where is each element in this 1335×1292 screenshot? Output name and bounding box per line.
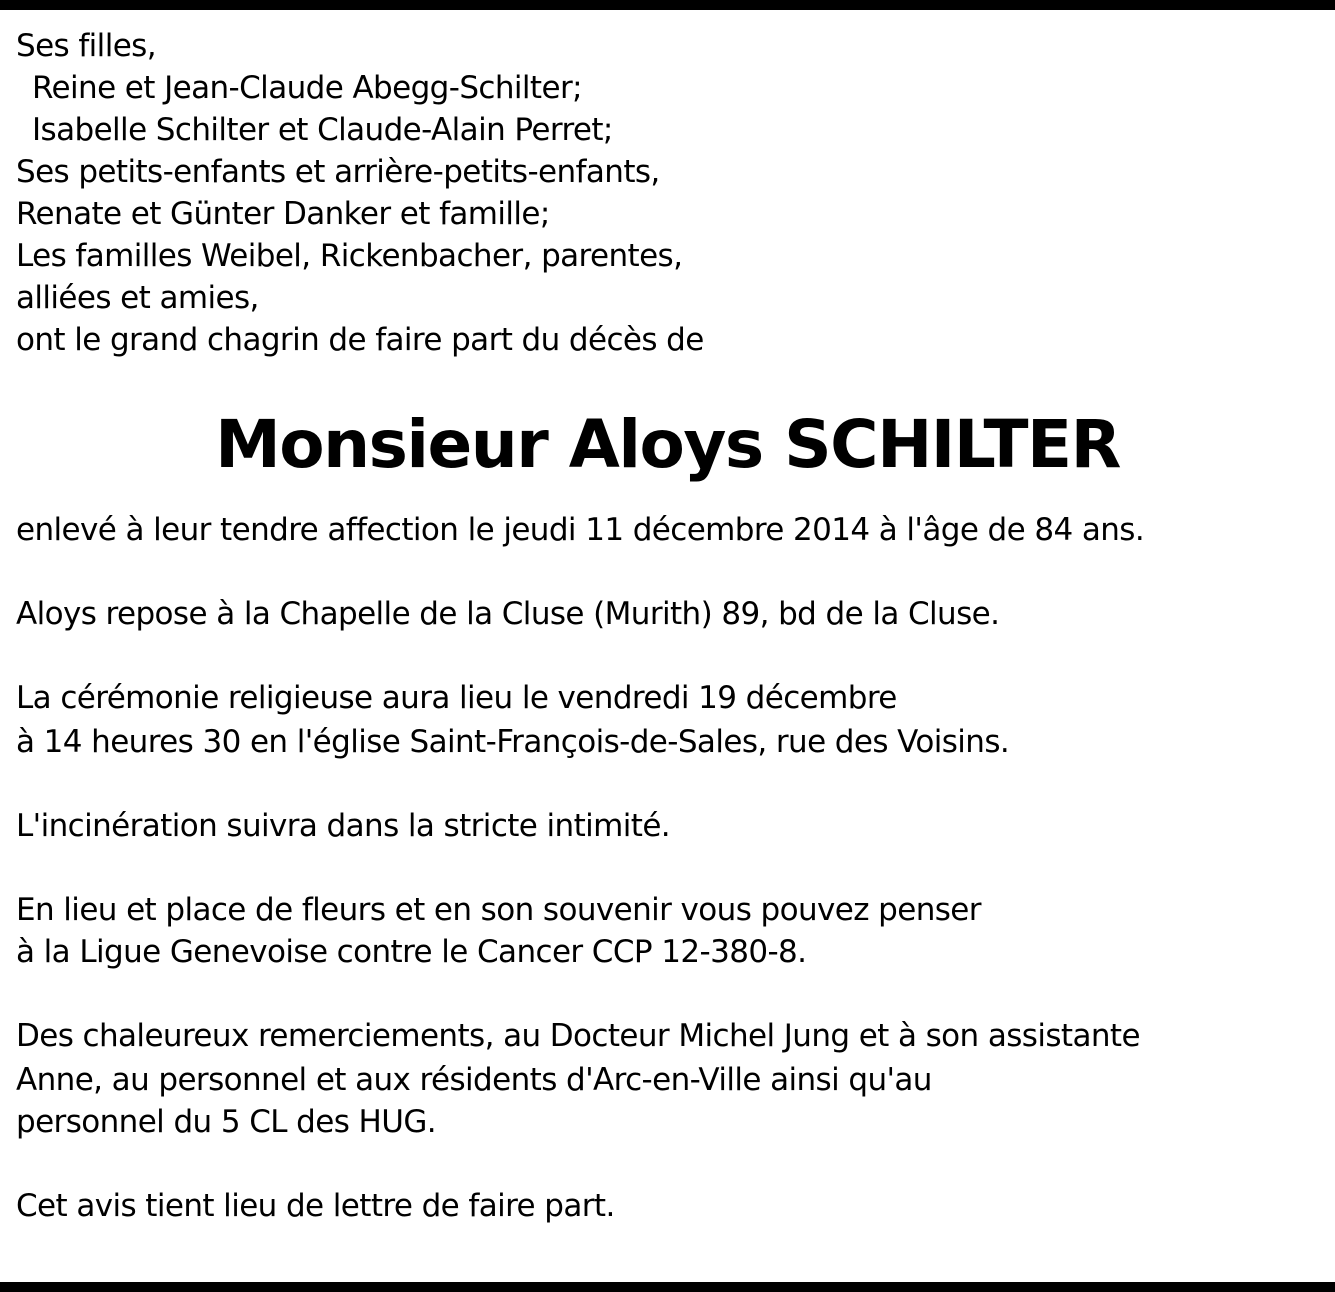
intro-line-announcement: ont le grand chagrin de faire part du décès de (16, 322, 704, 358)
bottom-border-rule (0, 1282, 1335, 1292)
ceremony-line-2: à 14 heures 30 en l'église Saint-François-de-Sales, rue des Voisins. (16, 724, 1010, 760)
intro-line-reine: Reine et Jean-Claude Abegg-Schilter; (32, 70, 582, 106)
deceased-name-heading: Monsieur Aloys SCHILTER (215, 406, 1120, 483)
intro-line-families: Les familles Weibel, Rickenbacher, parentes, (16, 238, 683, 274)
thanks-line-1: Des chaleureux remerciements, au Docteur Michel Jung et à son assistante (16, 1018, 1140, 1054)
thanks-line-3: personnel du 5 CL des HUG. (16, 1104, 437, 1140)
ceremony-line-1: La cérémonie religieuse aura lieu le vendredi 19 décembre (16, 680, 897, 716)
intro-line-renate: Renate et Günter Danker et famille; (16, 196, 550, 232)
thanks-line-2: Anne, au personnel et aux résidents d'Arc-en-Ville ainsi qu'au (16, 1062, 932, 1098)
death-notice-line: enlevé à leur tendre affection le jeudi 11 décembre 2014 à l'âge de 84 ans. (16, 512, 1145, 548)
intro-line-allies: alliées et amies, (16, 280, 259, 316)
top-border-rule (0, 0, 1335, 10)
closing-line: Cet avis tient lieu de lettre de faire part. (16, 1188, 615, 1224)
intro-line-grandchildren: Ses petits-enfants et arrière-petits-enfants, (16, 154, 660, 190)
intro-line-daughters: Ses filles, (16, 28, 156, 64)
intro-line-isabelle: Isabelle Schilter et Claude-Alain Perret; (32, 112, 613, 148)
donation-line-1: En lieu et place de fleurs et en son souvenir vous pouvez penser (16, 892, 981, 928)
repose-line: Aloys repose à la Chapelle de la Cluse (Murith) 89, bd de la Cluse. (16, 596, 1000, 632)
donation-line-2: à la Ligue Genevoise contre le Cancer CCP 12-380-8. (16, 934, 807, 970)
incineration-line: L'incinération suivra dans la stricte intimité. (16, 808, 671, 844)
